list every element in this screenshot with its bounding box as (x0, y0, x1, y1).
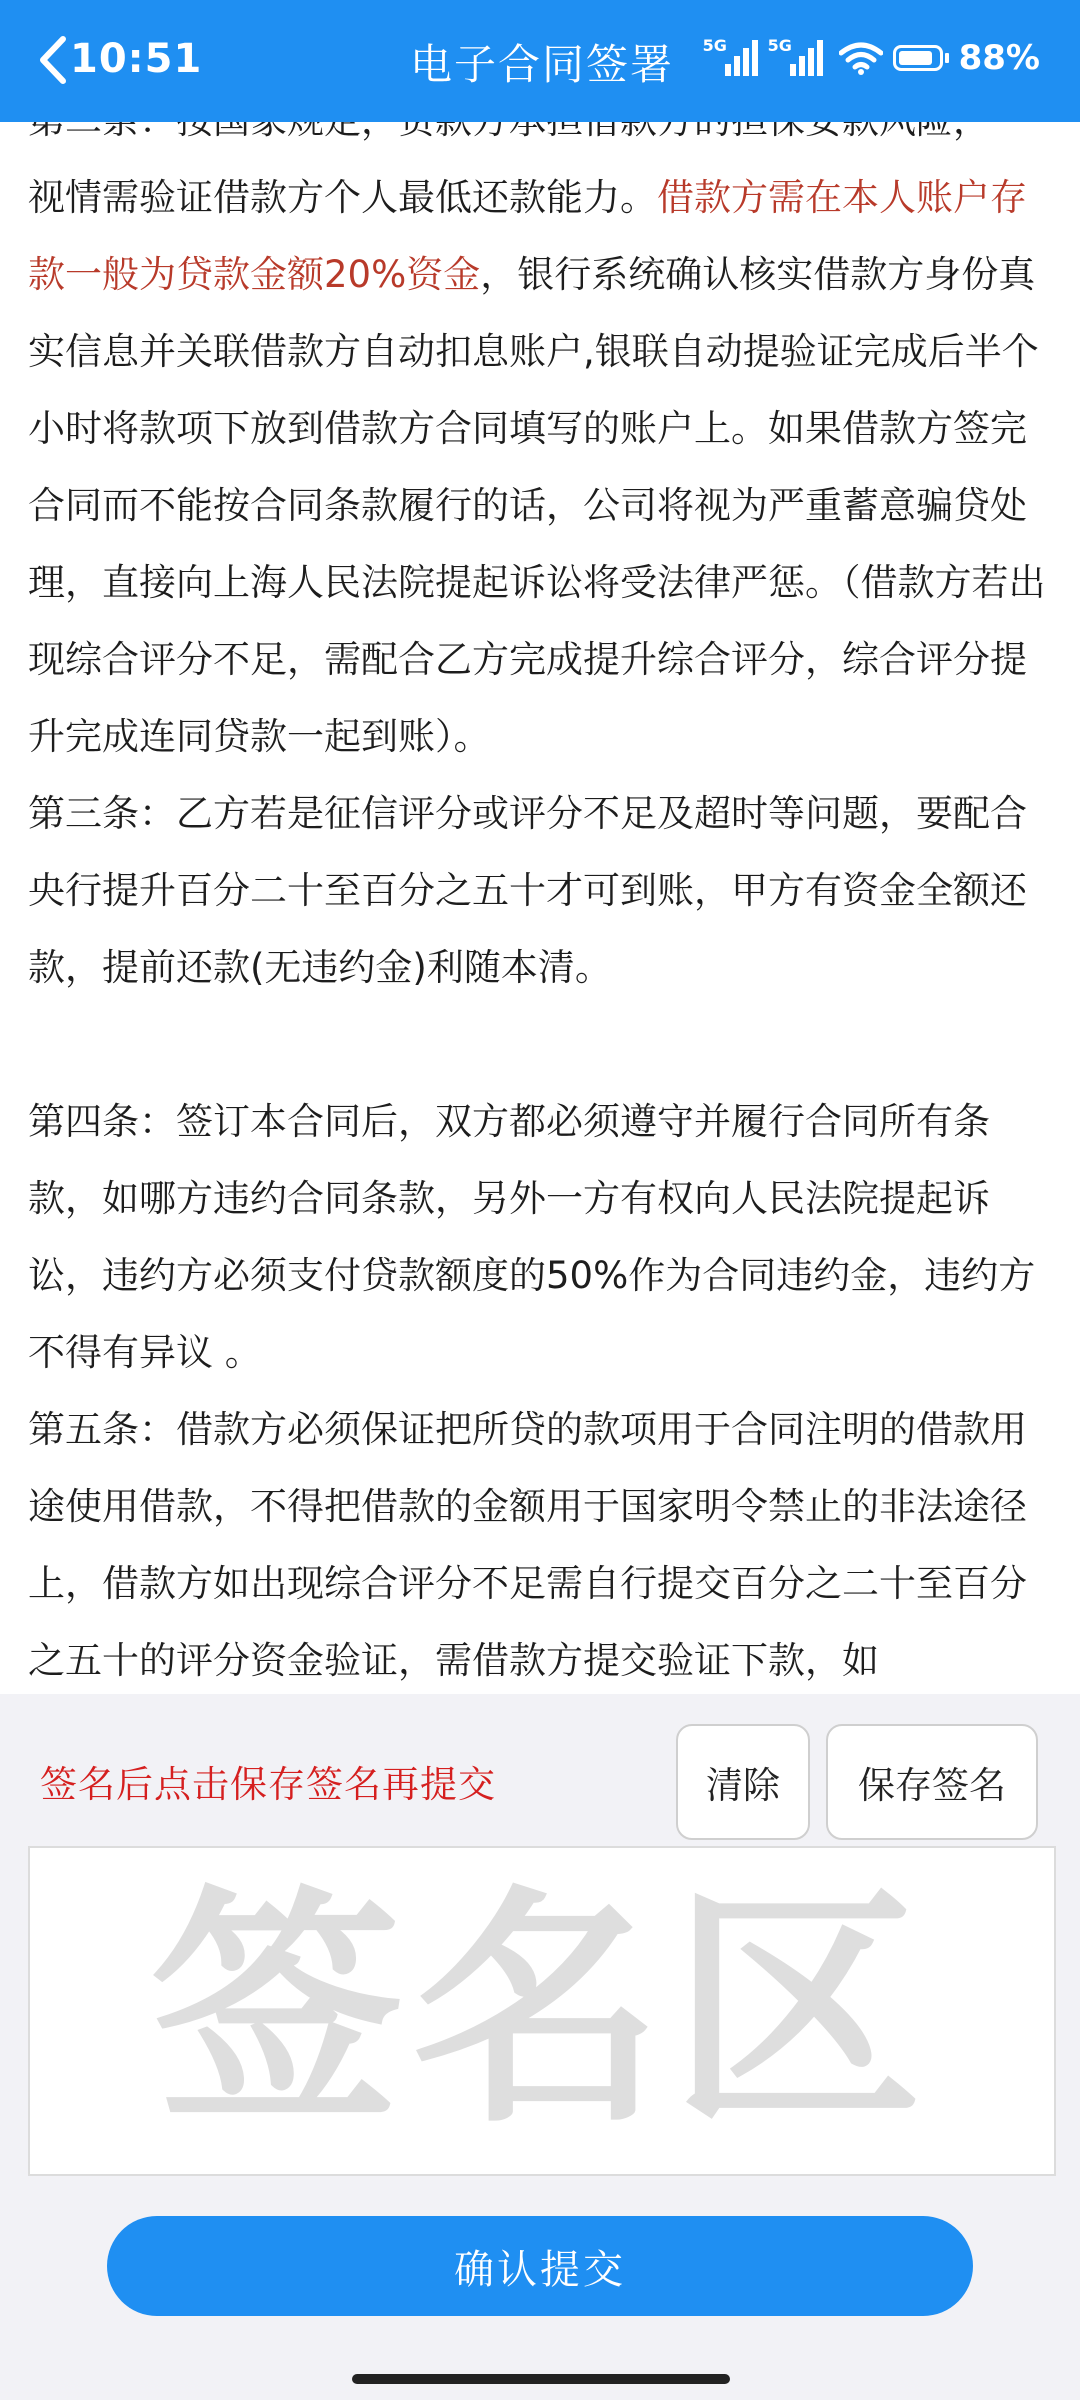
spacer (28, 1006, 1048, 1083)
wifi-icon (839, 41, 883, 75)
chevron-left-icon (37, 35, 67, 85)
highlighted-requirement: 借款方需在本人账户存款一般为贷款金额20%资金 (28, 176, 1027, 296)
contract-text: ，银行系统确认核实借款方身份真实信息并关联借款方自动扣息账户,银联自动提验证完成后半个小时将款项下放到借款方合同填写的账户上。如果借款方签完合同而不能按合同条款履行的话，公司将视为严重蓄意骗贷处理，直接向上海人民法院提起诉讼将受法律严惩。（借款方若出现综合评分不足，需配合乙方完成提升综合评分，综合评分提升完成连同贷款一起到账）。 (28, 253, 1046, 758)
network-type-1: 5G (702, 36, 727, 55)
confirm-submit-button[interactable]: 确认提交 (107, 2216, 973, 2316)
signature-panel (0, 1694, 1080, 2400)
page-title: 电子合同签署 (410, 40, 675, 89)
contract-body (28, 82, 1048, 1699)
home-indicator[interactable] (352, 2374, 730, 2384)
status-icons (702, 36, 1040, 78)
network-type-2: 5G (767, 36, 792, 55)
contract-article-3: 第三条：乙方若是征信评分或评分不足及超时等问题，要配合央行提升百分二十至百分之五十才可到账，甲方有资金全额还款，提前还款(无违约金)利随本清。 (28, 792, 1027, 989)
battery-icon (893, 45, 949, 71)
clear-button[interactable]: 清除 (676, 1724, 810, 1840)
contract-text: 视情需验证借款方个人最低还款能力。 (28, 176, 657, 219)
battery-level: 88% (958, 38, 1040, 78)
save-signature-button[interactable]: 保存签名 (826, 1724, 1038, 1840)
contract-paragraph-1 (28, 159, 1048, 775)
signature-canvas[interactable] (28, 1846, 1056, 2176)
signature-hint: 签名后点击保存签名再提交 (40, 1763, 496, 1806)
signature-watermark: 签名区 (152, 1865, 932, 2156)
contract-article-5: 第五条：借款方必须保证把所贷的款项用于合同注明的借款用途使用借款，不得把借款的金额用于国家明令禁止的非法途径上，借款方如出现综合评分不足需自行提交百分之二十至百分之五十的评分资金验证，需借款方提交验证下款，如 (28, 1408, 1027, 1682)
top-bar (0, 0, 1080, 122)
signal-icon (702, 36, 758, 76)
contract-article-4: 第四条：签订本合同后，双方都必须遵守并履行合同所有条款，如哪方违约合同条款，另外一方有权向人民法院提起诉讼，违约方必须支付贷款额度的50%作为合同违约金，违约方不得有异议 。 (28, 1100, 1036, 1374)
signal-icon-2 (767, 36, 823, 76)
status-time: 10:51 (70, 36, 203, 82)
